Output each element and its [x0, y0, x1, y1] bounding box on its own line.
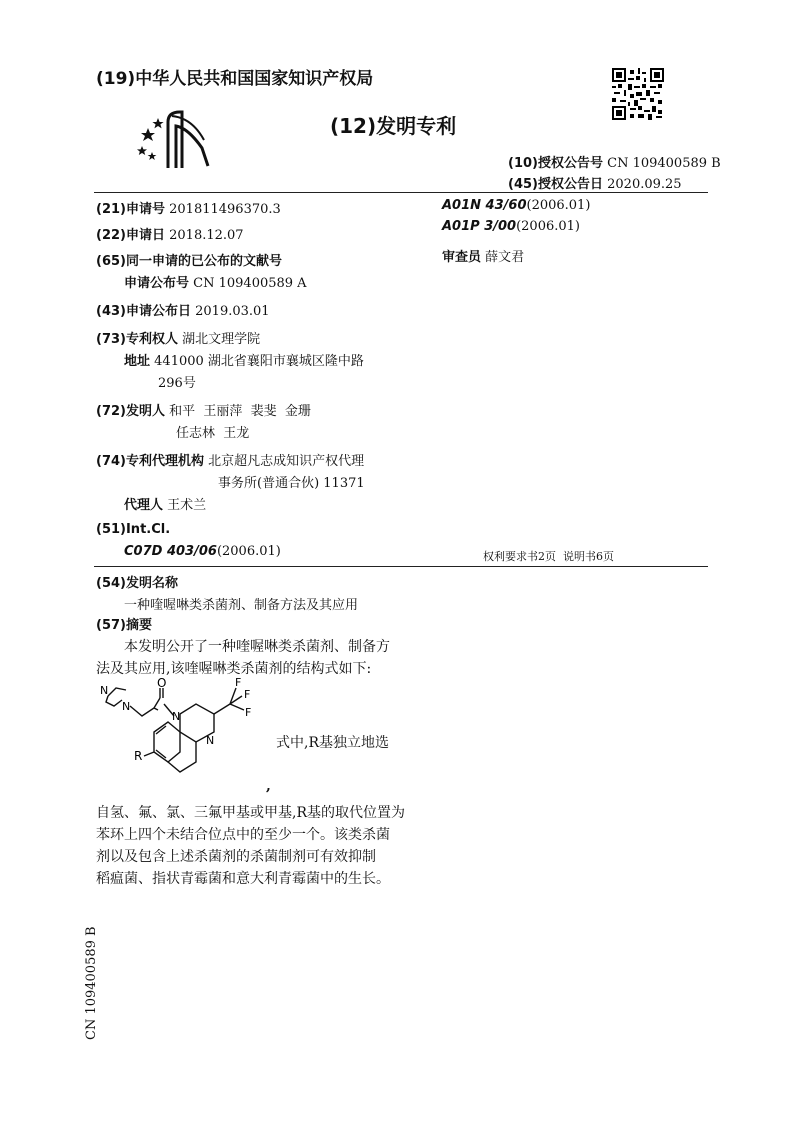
abstract-line4: 苯环上四个未结合位点中的至少一个。该类杀菌 — [96, 827, 390, 843]
intcl-value: C07D 403/06 — [124, 544, 217, 559]
intcl-label: (51)Int.Cl. — [96, 522, 171, 537]
document-type: (12)发明专利 — [330, 114, 457, 138]
page-count: 权利要求书2页 说明书6页 — [483, 550, 614, 563]
abstract-line6: 稻瘟菌、指状青霉菌和意大利青霉菌中的生长。 — [96, 871, 390, 887]
address-line2: 296号 — [158, 376, 196, 391]
address-label: 地址 — [124, 354, 151, 369]
address-row — [124, 350, 364, 369]
chem-atom-n2: N — [122, 700, 131, 713]
grant-number-label: (10)授权公告号 — [508, 156, 603, 171]
inventors-line2: 任志林 王龙 — [176, 426, 250, 441]
grant-number: CN 109400589 B — [607, 156, 721, 171]
application-number-row — [96, 198, 281, 217]
invention-title: 一种喹喔啉类杀菌剂、制备方法及其应用 — [124, 598, 359, 613]
prior-publication-row — [124, 272, 307, 291]
abstract-line2: 法及其应用,该喹喔啉类杀菌剂的结构式如下: — [96, 661, 372, 677]
publication-date: 2019.03.01 — [195, 304, 270, 319]
inventor-row — [96, 400, 311, 419]
examiner-label: 审查员 — [442, 250, 482, 265]
chem-atom-f3: F — [245, 706, 252, 719]
inventors-line1: 和平 王丽萍 裴斐 金珊 — [169, 404, 311, 419]
class2-row — [442, 219, 580, 234]
prior-publication-no-label: 申请公布号 — [124, 276, 190, 291]
agent-row — [124, 494, 206, 513]
agent: 王术兰 — [167, 498, 207, 513]
abstract-line5: 剂以及包含上述杀菌剂的杀菌制剂可有效抑制 — [96, 849, 376, 865]
chem-atom-o: O — [157, 676, 167, 690]
application-date: 2018.12.07 — [169, 228, 244, 243]
class1-year: (2006.01) — [526, 198, 591, 213]
publication-date-row — [96, 300, 270, 319]
grant-number-row — [508, 152, 721, 171]
application-number: 201811496370.3 — [169, 202, 281, 217]
agency-row — [96, 450, 364, 469]
chem-group-r: R — [134, 749, 143, 763]
formula-caption: 式中,R基独立地选 — [276, 735, 389, 751]
abstract-label: (57)摘要 — [96, 618, 152, 633]
grant-date-row — [508, 173, 682, 192]
cnipa-logo-icon — [128, 108, 218, 170]
class1: A01N 43/60 — [442, 198, 527, 213]
abstract-line3: 自氢、氟、氯、三氟甲基或甲基,R基的取代位置为 — [96, 805, 405, 821]
class2: A01P 3/00 — [442, 219, 517, 234]
prior-publication-label: (65)同一申请的已公布的文献号 — [96, 254, 282, 269]
class1-row — [442, 198, 590, 213]
chem-atom-f1: F — [235, 676, 242, 689]
patentee-label: (73)专利权人 — [96, 332, 178, 347]
agency-line1: 北京超凡志成知识产权代理 — [208, 454, 365, 469]
grant-date: 2020.09.25 — [607, 177, 682, 192]
biblio-divider — [94, 566, 708, 567]
class2-year: (2006.01) — [516, 219, 580, 234]
structural-formula — [96, 676, 276, 786]
office-name: (19)中华人民共和国国家知识产权局 — [96, 69, 374, 89]
patentee: 湖北文理学院 — [182, 332, 261, 347]
prior-publication-no: CN 109400589 A — [193, 276, 307, 291]
qr-code-icon — [612, 68, 664, 120]
formula-comma: , — [266, 778, 271, 794]
side-patent-number: CN 109400589 B — [84, 926, 99, 1040]
application-number-label: (21)申请号 — [96, 202, 165, 217]
intcl-row — [124, 544, 281, 559]
title-label: (54)发明名称 — [96, 576, 178, 591]
agency-label: (74)专利代理机构 — [96, 454, 204, 469]
grant-date-label: (45)授权公告日 — [508, 177, 603, 192]
abstract-line1: 本发明公开了一种喹喔啉类杀菌剂、制备方 — [124, 639, 390, 655]
inventor-label: (72)发明人 — [96, 404, 165, 419]
publication-date-label: (43)申请公布日 — [96, 304, 191, 319]
chem-atom-f2: F — [244, 688, 251, 701]
intcl-year: (2006.01) — [216, 544, 281, 559]
agent-label: 代理人 — [124, 498, 164, 513]
application-date-row — [96, 224, 244, 243]
application-date-label: (22)申请日 — [96, 228, 165, 243]
examiner: 薛文君 — [485, 250, 525, 265]
chem-atom-n4: N — [206, 734, 215, 747]
header-divider — [94, 192, 708, 193]
patentee-row — [96, 328, 260, 347]
chem-atom-n3: N — [172, 710, 181, 723]
address-line1: 441000 湖北省襄阳市襄城区隆中路 — [154, 354, 364, 369]
agency-line2: 事务所(普通合伙) 11371 — [218, 476, 365, 491]
examiner-row — [442, 246, 524, 265]
chem-atom-n1: N — [100, 684, 109, 697]
